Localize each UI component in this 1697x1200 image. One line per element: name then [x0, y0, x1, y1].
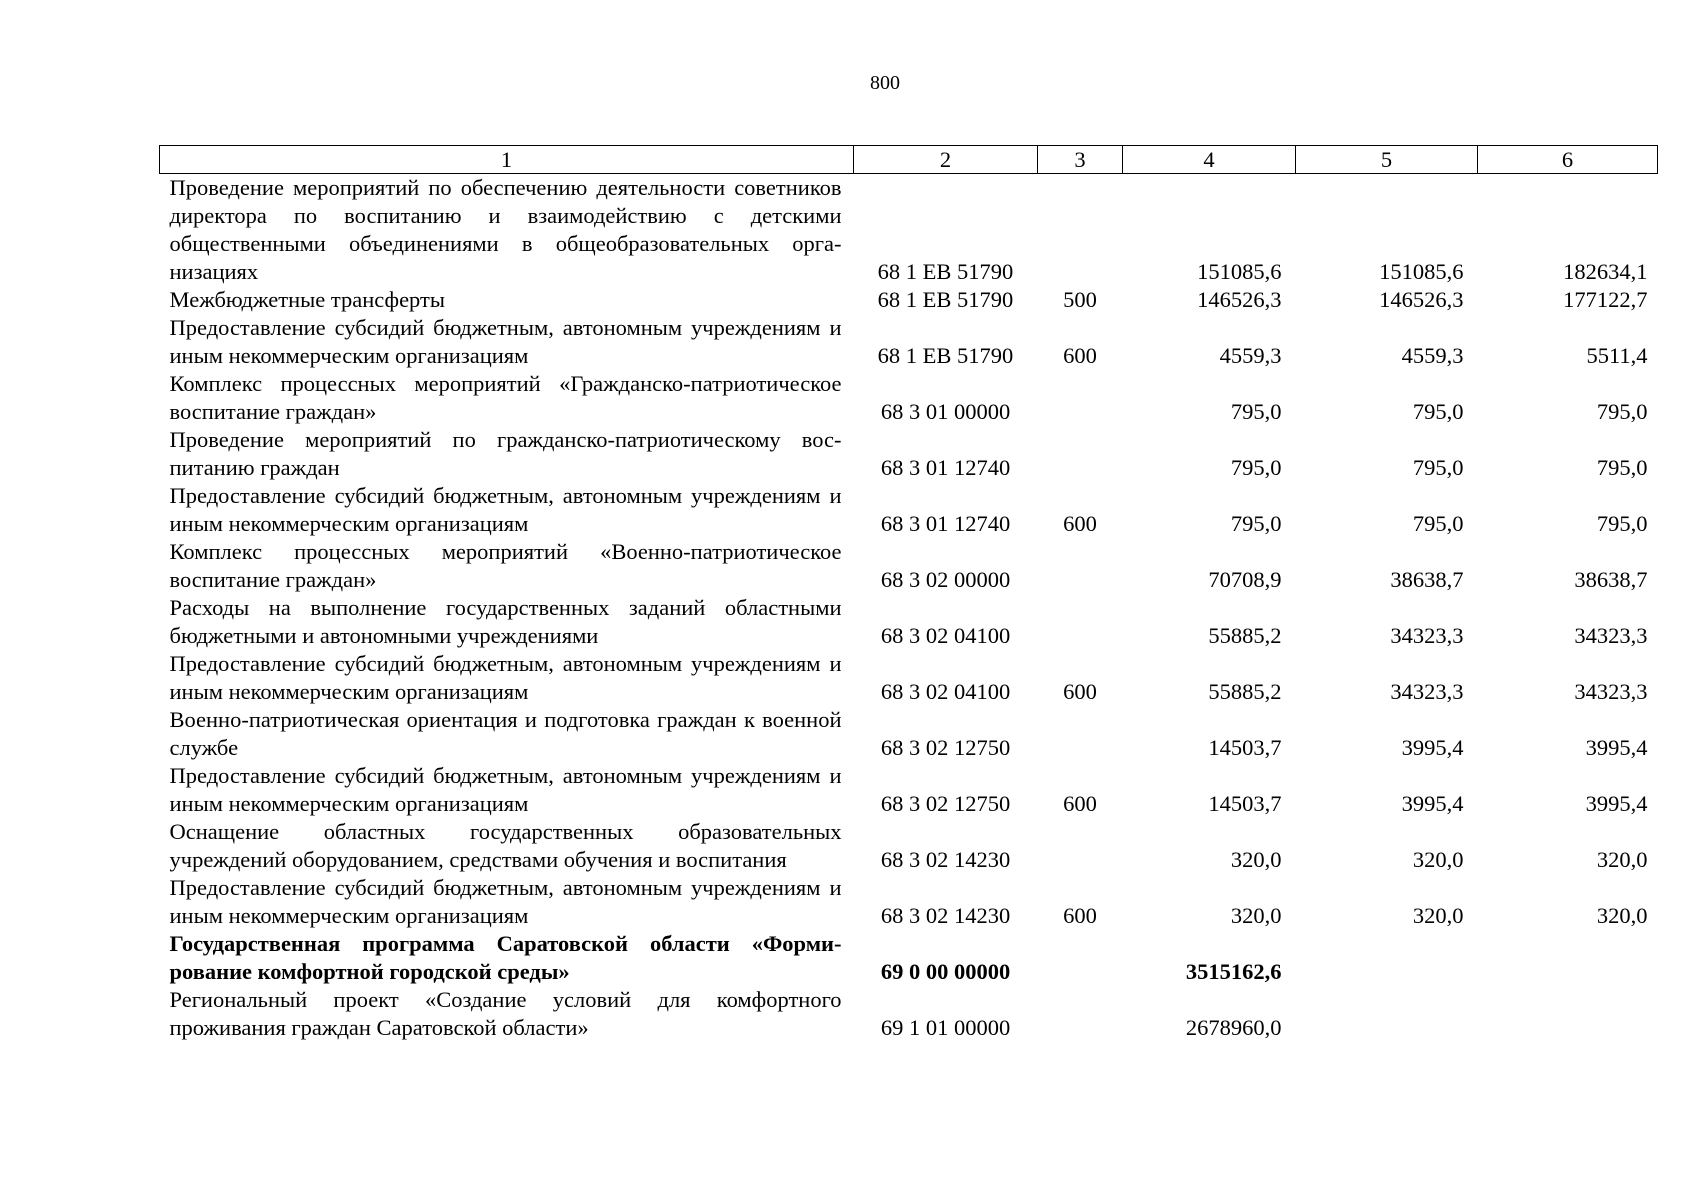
column-header-2: 2 — [854, 146, 1038, 174]
row-value-col6: 795,0 — [1596, 399, 1648, 424]
table-row — [160, 650, 1658, 706]
row-value-col6: 320,0 — [1596, 847, 1648, 872]
row-value-col5: 146526,3 — [1379, 287, 1464, 312]
row-value-col5: 320,0 — [1412, 903, 1464, 928]
row-value-col6: 182634,1 — [1563, 259, 1648, 284]
row-code: 68 3 01 12740 — [880, 511, 1011, 536]
table-row — [160, 286, 1658, 314]
row-value-col5: 34323,3 — [1390, 623, 1464, 648]
row-code: 68 1 EB 51790 — [877, 343, 1014, 368]
row-name: Региональный проект «Создание условий для комфортного проживания граждан Саратовской области» — [169, 987, 842, 1040]
row-value-col6 — [1478, 986, 1658, 1042]
row-value-col4: 320,0 — [1230, 847, 1282, 872]
row-code: 68 3 02 14230 — [880, 847, 1011, 872]
row-name: Государственная программа Саратовской области «Формирование комфортной городской среды» — [169, 931, 842, 984]
row-value-col4: 14503,7 — [1208, 791, 1282, 816]
row-value-col4: 795,0 — [1230, 511, 1282, 536]
table-row — [160, 874, 1658, 930]
row-value-col5: 795,0 — [1412, 511, 1464, 536]
row-value-col6: 38638,7 — [1574, 567, 1648, 592]
row-code: 68 3 02 12750 — [880, 735, 1011, 760]
row-expense-type — [1038, 818, 1123, 874]
row-value-col6: 795,0 — [1596, 455, 1648, 480]
row-name: Комплекс процессных мероприятий «Военно-патриотическое воспитание граждан» — [169, 539, 842, 592]
row-value-col4: 55885,2 — [1208, 623, 1282, 648]
table-row — [160, 538, 1658, 594]
row-code: 69 0 00 00000 — [880, 959, 1011, 984]
header-row — [160, 146, 1658, 174]
table-row — [160, 314, 1658, 370]
row-value-col4: 151085,6 — [1197, 259, 1282, 284]
table-row — [160, 706, 1658, 762]
column-header-5: 5 — [1296, 146, 1478, 174]
row-name: Расходы на выполнение государственных заданий областными бюджетными и автономными учреждениями — [169, 595, 842, 648]
row-value-col5: 34323,3 — [1390, 679, 1464, 704]
row-value-col4: 70708,9 — [1208, 567, 1282, 592]
table-row — [160, 174, 1658, 287]
row-expense-type — [1038, 370, 1123, 426]
row-value-col6: 34323,3 — [1574, 679, 1648, 704]
row-name: Оснащение областных государственных образовательных учреждений оборудованием, средствами обучения и воспитания — [169, 819, 842, 872]
row-value-col4: 14503,7 — [1208, 735, 1282, 760]
column-header-1: 1 — [160, 146, 854, 174]
row-value-col4: 3515162,6 — [1185, 959, 1282, 984]
row-name: Предоставление субсидий бюджетным, автономным учреждениям и иным некоммерческим организациям — [169, 763, 842, 816]
row-name: Предоставление субсидий бюджетным, автономным учреждениям и иным некоммерческим организациям — [169, 483, 842, 536]
row-expense-type — [1038, 426, 1123, 482]
row-expense-type — [1038, 594, 1123, 650]
table-row — [160, 426, 1658, 482]
column-header-3: 3 — [1038, 146, 1123, 174]
row-value-col4: 4559,3 — [1219, 343, 1282, 368]
row-code: 68 3 01 12740 — [880, 455, 1011, 480]
row-code: 68 1 EB 51790 — [877, 287, 1014, 312]
row-value-col5: 3995,4 — [1401, 791, 1464, 816]
row-name: Межбюджетные трансферты — [169, 287, 445, 312]
row-value-col4: 55885,2 — [1208, 679, 1282, 704]
row-value-col4: 795,0 — [1230, 399, 1282, 424]
row-code: 68 3 02 14230 — [880, 903, 1011, 928]
row-value-col4: 146526,3 — [1197, 287, 1282, 312]
row-value-col5 — [1296, 930, 1478, 986]
page-number: 800 — [870, 72, 900, 94]
table-body — [160, 174, 1658, 1043]
row-value-col6: 177122,7 — [1563, 287, 1648, 312]
row-expense-type: 600 — [1063, 511, 1097, 536]
row-name: Проведение мероприятий по обеспечению деятельности советников директора по воспитанию и взаимодействию с детскими общественными объединениями в общеобразовательных организациях — [169, 175, 842, 284]
row-name: Предоставление субсидий бюджетным, автономным учреждениям и иным некоммерческим организациям — [169, 651, 842, 704]
table-row — [160, 594, 1658, 650]
row-code: 68 3 02 04100 — [880, 679, 1011, 704]
row-name: Проведение мероприятий по гражданско-патриотическому воспитанию граждан — [169, 427, 842, 480]
row-value-col6: 34323,3 — [1574, 623, 1648, 648]
row-expense-type — [1038, 174, 1123, 287]
row-expense-type: 600 — [1063, 791, 1097, 816]
row-name: Предоставление субсидий бюджетным, автономным учреждениям и иным некоммерческим организациям — [169, 315, 842, 368]
row-value-col4: 2678960,0 — [1185, 1015, 1282, 1040]
table-header — [160, 146, 1658, 174]
row-value-col6: 3995,4 — [1585, 791, 1648, 816]
column-header-4: 4 — [1123, 146, 1296, 174]
row-value-col6: 320,0 — [1596, 903, 1648, 928]
row-value-col4: 320,0 — [1230, 903, 1282, 928]
table-row — [160, 482, 1658, 538]
row-name: Предоставление субсидий бюджетным, автономным учреждениям и иным некоммерческим организациям — [169, 875, 842, 928]
row-value-col5: 151085,6 — [1379, 259, 1464, 284]
row-expense-type — [1038, 930, 1123, 986]
row-expense-type — [1038, 986, 1123, 1042]
budget-table — [159, 145, 1658, 1042]
row-code: 68 3 02 12750 — [880, 791, 1011, 816]
row-value-col5 — [1296, 986, 1478, 1042]
table-row — [160, 762, 1658, 818]
row-code: 68 3 02 04100 — [880, 623, 1011, 648]
table-row — [160, 986, 1658, 1042]
row-value-col5: 795,0 — [1412, 399, 1464, 424]
row-value-col5: 3995,4 — [1401, 735, 1464, 760]
table-row — [160, 930, 1658, 986]
row-value-col4: 795,0 — [1230, 455, 1282, 480]
row-expense-type: 600 — [1063, 903, 1097, 928]
row-expense-type — [1038, 538, 1123, 594]
row-value-col5: 795,0 — [1412, 455, 1464, 480]
row-value-col6 — [1478, 930, 1658, 986]
row-value-col6: 5511,4 — [1586, 343, 1648, 368]
row-value-col5: 4559,3 — [1401, 343, 1464, 368]
row-code: 68 1 EB 51790 — [877, 259, 1014, 284]
row-name: Комплекс процессных мероприятий «Гражданско-патриотическое воспитание граждан» — [169, 371, 842, 424]
row-value-col5: 38638,7 — [1390, 567, 1464, 592]
row-expense-type: 600 — [1063, 343, 1097, 368]
row-expense-type — [1038, 706, 1123, 762]
column-header-6: 6 — [1478, 146, 1658, 174]
row-code: 68 3 02 00000 — [880, 567, 1011, 592]
table-row — [160, 370, 1658, 426]
row-expense-type: 600 — [1063, 679, 1097, 704]
row-value-col5: 320,0 — [1412, 847, 1464, 872]
row-code: 69 1 01 00000 — [880, 1015, 1011, 1040]
row-value-col6: 3995,4 — [1585, 735, 1648, 760]
row-value-col6: 795,0 — [1596, 511, 1648, 536]
row-name: Военно-патриотическая ориентация и подготовка граждан к военной службе — [169, 707, 842, 760]
table-row — [160, 818, 1658, 874]
row-code: 68 3 01 00000 — [880, 399, 1011, 424]
row-expense-type: 500 — [1063, 287, 1097, 312]
